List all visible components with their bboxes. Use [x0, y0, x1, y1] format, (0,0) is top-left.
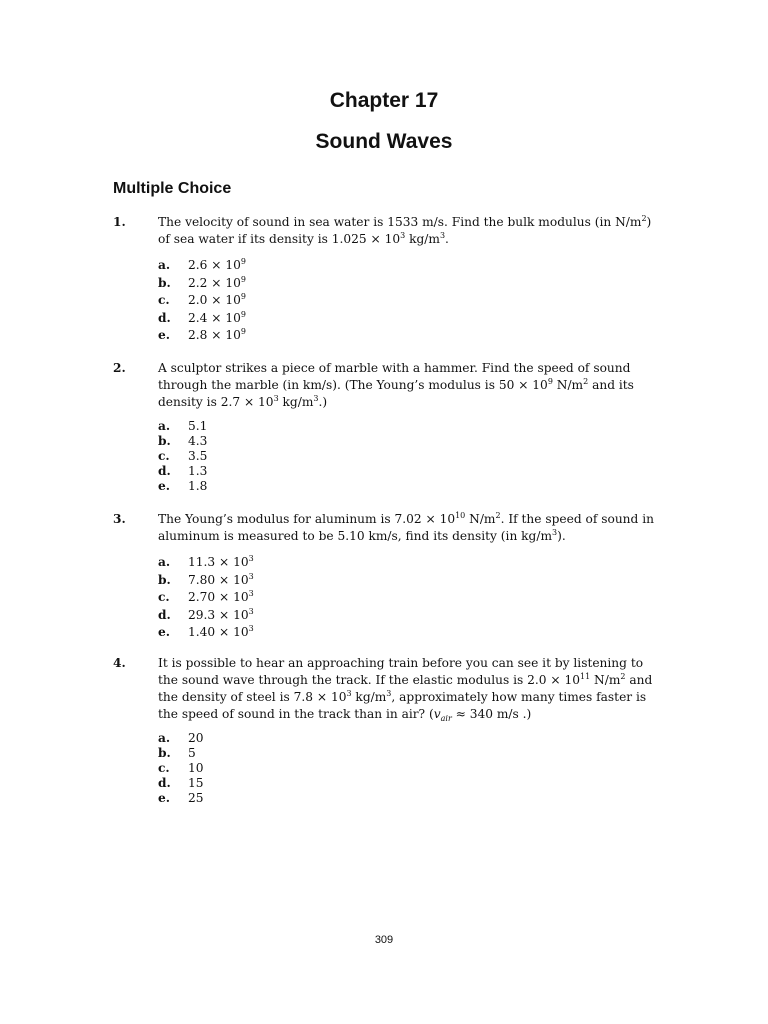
choice-c: c. 3.5	[158, 449, 208, 463]
question-number: 3.	[113, 512, 126, 526]
question-number: 1.	[113, 215, 126, 229]
question-4	[113, 655, 658, 806]
page-number: 309	[374, 934, 394, 946]
choice-c: c. $2.0 \times 10^9$	[158, 292, 246, 307]
choice-a: a. $2.6 \times 10^9$	[158, 257, 246, 272]
choice-d: d. $2.4 \times 10^9$	[158, 309, 246, 325]
choice-d: d. 15	[158, 776, 204, 790]
choice-b: b. 4.3	[158, 434, 208, 448]
section-heading: Multiple Choice	[113, 180, 232, 197]
question-1	[113, 214, 658, 345]
answer-choices	[158, 257, 658, 345]
answer-choices	[158, 731, 658, 806]
choice-c: c. 10	[158, 761, 204, 775]
question-number: 4.	[113, 656, 126, 670]
question-text: The velocity of sound in sea water is 1533 m/s. Find the bulk modulus (in $N/m^2$) of sea water if its density is $1.025 \times 10^3$ $kg/m^3$.	[158, 214, 652, 246]
chapter-number: Chapter 17	[329, 89, 439, 112]
choice-b: b. $7.80 \times 10^3$	[158, 571, 254, 587]
choice-a: a. 20	[158, 731, 204, 745]
chapter-title: Sound Waves	[315, 130, 453, 153]
question-text: A sculptor strikes a piece of marble with a hammer. Find the speed of sound through the marble (in km/s). (The Young’s modulus is $50 \times 10^9$ $N/m^2$ and its density is $2.7 \times 10^3$ $kg/m^3$.)	[158, 361, 634, 409]
choice-b: b. $2.2 \times 10^9$	[158, 274, 246, 290]
choice-b: b. 5	[158, 746, 196, 760]
answer-choices	[158, 419, 658, 494]
choice-a: a. 5.1	[158, 419, 208, 433]
choice-e: e. 25	[158, 791, 204, 805]
choice-e: e. 1.8	[158, 479, 208, 493]
question-number: 2.	[113, 361, 126, 375]
question-2	[113, 360, 658, 494]
question-text: The Young’s modulus for aluminum is $7.02 \times 10^{10}$ $N/m^2$. If the speed of sound in aluminum is measured to be 5.10 km/s, find its density (in $kg/m^3$).	[158, 511, 654, 543]
answer-choices	[158, 554, 658, 642]
question-3	[113, 511, 658, 642]
choice-d: d. 1.3	[158, 464, 208, 478]
choice-a: a. $11.3 \times 10^3$	[158, 554, 254, 569]
choice-c: c. $2.70 \times 10^3$	[158, 589, 254, 604]
choice-d: d. $29.3 \times 10^3$	[158, 606, 254, 622]
question-text: It is possible to hear an approaching train before you can see it by listening to the sound wave through the track. If the elastic modulus is $2.0 \times 10^{11}$ $N/m^2$ and the density of steel is $7.8 \times 10^3$ $kg/m^3$, approximately how many times faster is the speed of sound in the track than in air? ($v_{air} \approx 340$ m/s .)	[158, 656, 653, 723]
choice-e: e. $2.8 \times 10^9$	[158, 327, 246, 342]
choice-e: e. $1.40 \times 10^3$	[158, 624, 254, 639]
